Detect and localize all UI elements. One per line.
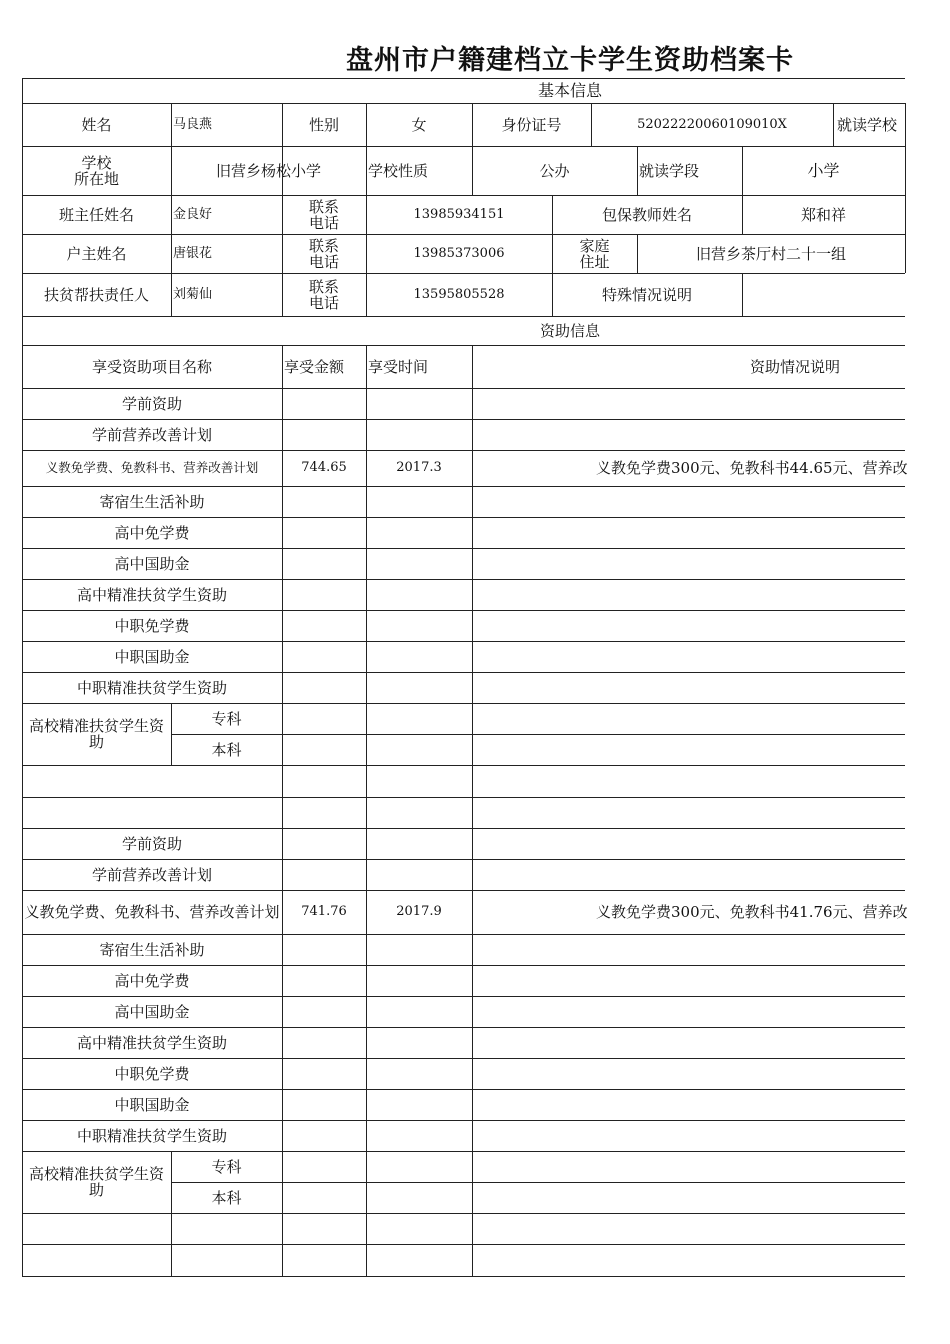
aid-item-name: 义教免学费、免教科书、营养改善计划 bbox=[45, 460, 259, 475]
teacher-value: 金良好 bbox=[173, 206, 213, 222]
stage-label: 就读学段 bbox=[639, 161, 700, 180]
aid-item-name: 高中免学费 bbox=[114, 971, 190, 990]
guarantor-value: 郑和祥 bbox=[800, 205, 846, 224]
college-sub-zhuanke: 专科 bbox=[211, 1157, 242, 1176]
gender-label: 性别 bbox=[308, 115, 339, 134]
teacher-phone-label: 联系 电话 bbox=[308, 197, 339, 232]
aid-item-name: 学前资助 bbox=[121, 834, 182, 853]
aid-item-name: 中职免学费 bbox=[114, 616, 190, 635]
householder-phone-value: 13985373006 bbox=[413, 245, 505, 261]
school-label: 就读学校 bbox=[837, 115, 898, 134]
aid-note-value: 义教免学费300元、免教科书44.65元、营养改 bbox=[596, 459, 908, 477]
aid-amount-value: 741.76 bbox=[301, 904, 347, 919]
aid-item-name: 义教免学费、免教科书、营养改善计划 bbox=[24, 903, 280, 921]
aid-item-name: 中职国助金 bbox=[114, 1095, 190, 1114]
aid-item-name: 高中免学费 bbox=[114, 523, 190, 542]
aid-item-name: 高中精准扶贫学生资助 bbox=[76, 1033, 227, 1052]
aid-time-value: 2017.3 bbox=[396, 460, 442, 475]
stage-value: 小学 bbox=[807, 160, 840, 180]
college-sub-zhuanke: 专科 bbox=[211, 709, 242, 728]
aid-item-name: 学前营养改善计划 bbox=[91, 425, 212, 444]
guarantor-label: 包保教师姓名 bbox=[601, 205, 692, 224]
college-sub-benke: 本科 bbox=[211, 740, 242, 759]
id-value: 52022220060109010X bbox=[637, 116, 787, 132]
aid-header-note: 资助情况说明 bbox=[749, 357, 840, 376]
aid-header-time: 享受时间 bbox=[368, 357, 429, 376]
helper-phone-label: 联系 电话 bbox=[308, 277, 339, 312]
householder-label: 户主姓名 bbox=[66, 244, 127, 263]
aid-item-name: 中职精准扶贫学生资助 bbox=[76, 1126, 227, 1145]
helper-value: 刘菊仙 bbox=[173, 286, 213, 302]
aid-item-name: 中职国助金 bbox=[114, 647, 190, 666]
householder-phone-label: 联系 电话 bbox=[308, 236, 339, 271]
college-aid-label: 高校精准扶贫学生资助 bbox=[28, 717, 164, 751]
college-aid-label: 高校精准扶贫学生资助 bbox=[28, 1165, 164, 1199]
name-value: 马良燕 bbox=[173, 116, 213, 132]
householder-value: 唐银花 bbox=[173, 245, 213, 261]
location-value: 旧营乡杨松小学 bbox=[215, 161, 321, 180]
aid-header-item: 享受资助项目名称 bbox=[91, 357, 212, 376]
aid-item-name: 中职免学费 bbox=[114, 1064, 190, 1083]
page-title: 盘州市户籍建档立卡学生资助档案卡 bbox=[346, 45, 794, 76]
aid-item-name: 高中精准扶贫学生资助 bbox=[76, 585, 227, 604]
aid-item-name: 学前资助 bbox=[121, 394, 182, 413]
aid-section-header: 资助信息 bbox=[539, 321, 600, 340]
nature-label: 学校性质 bbox=[368, 161, 429, 180]
teacher-label: 班主任姓名 bbox=[58, 205, 134, 224]
aid-item-name: 寄宿生生活补助 bbox=[99, 492, 205, 511]
helper-label: 扶贫帮扶责任人 bbox=[43, 285, 149, 304]
aid-item-name: 学前营养改善计划 bbox=[91, 865, 212, 884]
aid-time-value: 2017.9 bbox=[396, 904, 442, 919]
teacher-phone-value: 13985934151 bbox=[413, 206, 505, 222]
name-label: 姓名 bbox=[81, 115, 112, 134]
nature-value: 公办 bbox=[539, 161, 570, 180]
college-sub-benke: 本科 bbox=[211, 1188, 242, 1207]
aid-item-name: 高中国助金 bbox=[114, 1002, 190, 1021]
aid-header-amount: 享受金额 bbox=[284, 357, 345, 376]
helper-phone-value: 13595805528 bbox=[413, 286, 505, 302]
aid-amount-value: 744.65 bbox=[301, 460, 347, 475]
location-label: 学校 所在地 bbox=[73, 153, 119, 188]
gender-value: 女 bbox=[411, 115, 427, 134]
id-label: 身份证号 bbox=[501, 115, 562, 134]
aid-note-value: 义教免学费300元、免教科书41.76元、营养改 bbox=[596, 903, 908, 921]
special-label: 特殊情况说明 bbox=[601, 285, 692, 304]
aid-item-name: 寄宿生生活补助 bbox=[99, 940, 205, 959]
aid-item-name: 高中国助金 bbox=[114, 554, 190, 573]
basic-section-header: 基本信息 bbox=[537, 80, 602, 100]
aid-item-name: 中职精准扶贫学生资助 bbox=[76, 678, 227, 697]
address-label: 家庭 住址 bbox=[579, 236, 610, 271]
address-value: 旧营乡茶厅村二十一组 bbox=[695, 244, 846, 263]
